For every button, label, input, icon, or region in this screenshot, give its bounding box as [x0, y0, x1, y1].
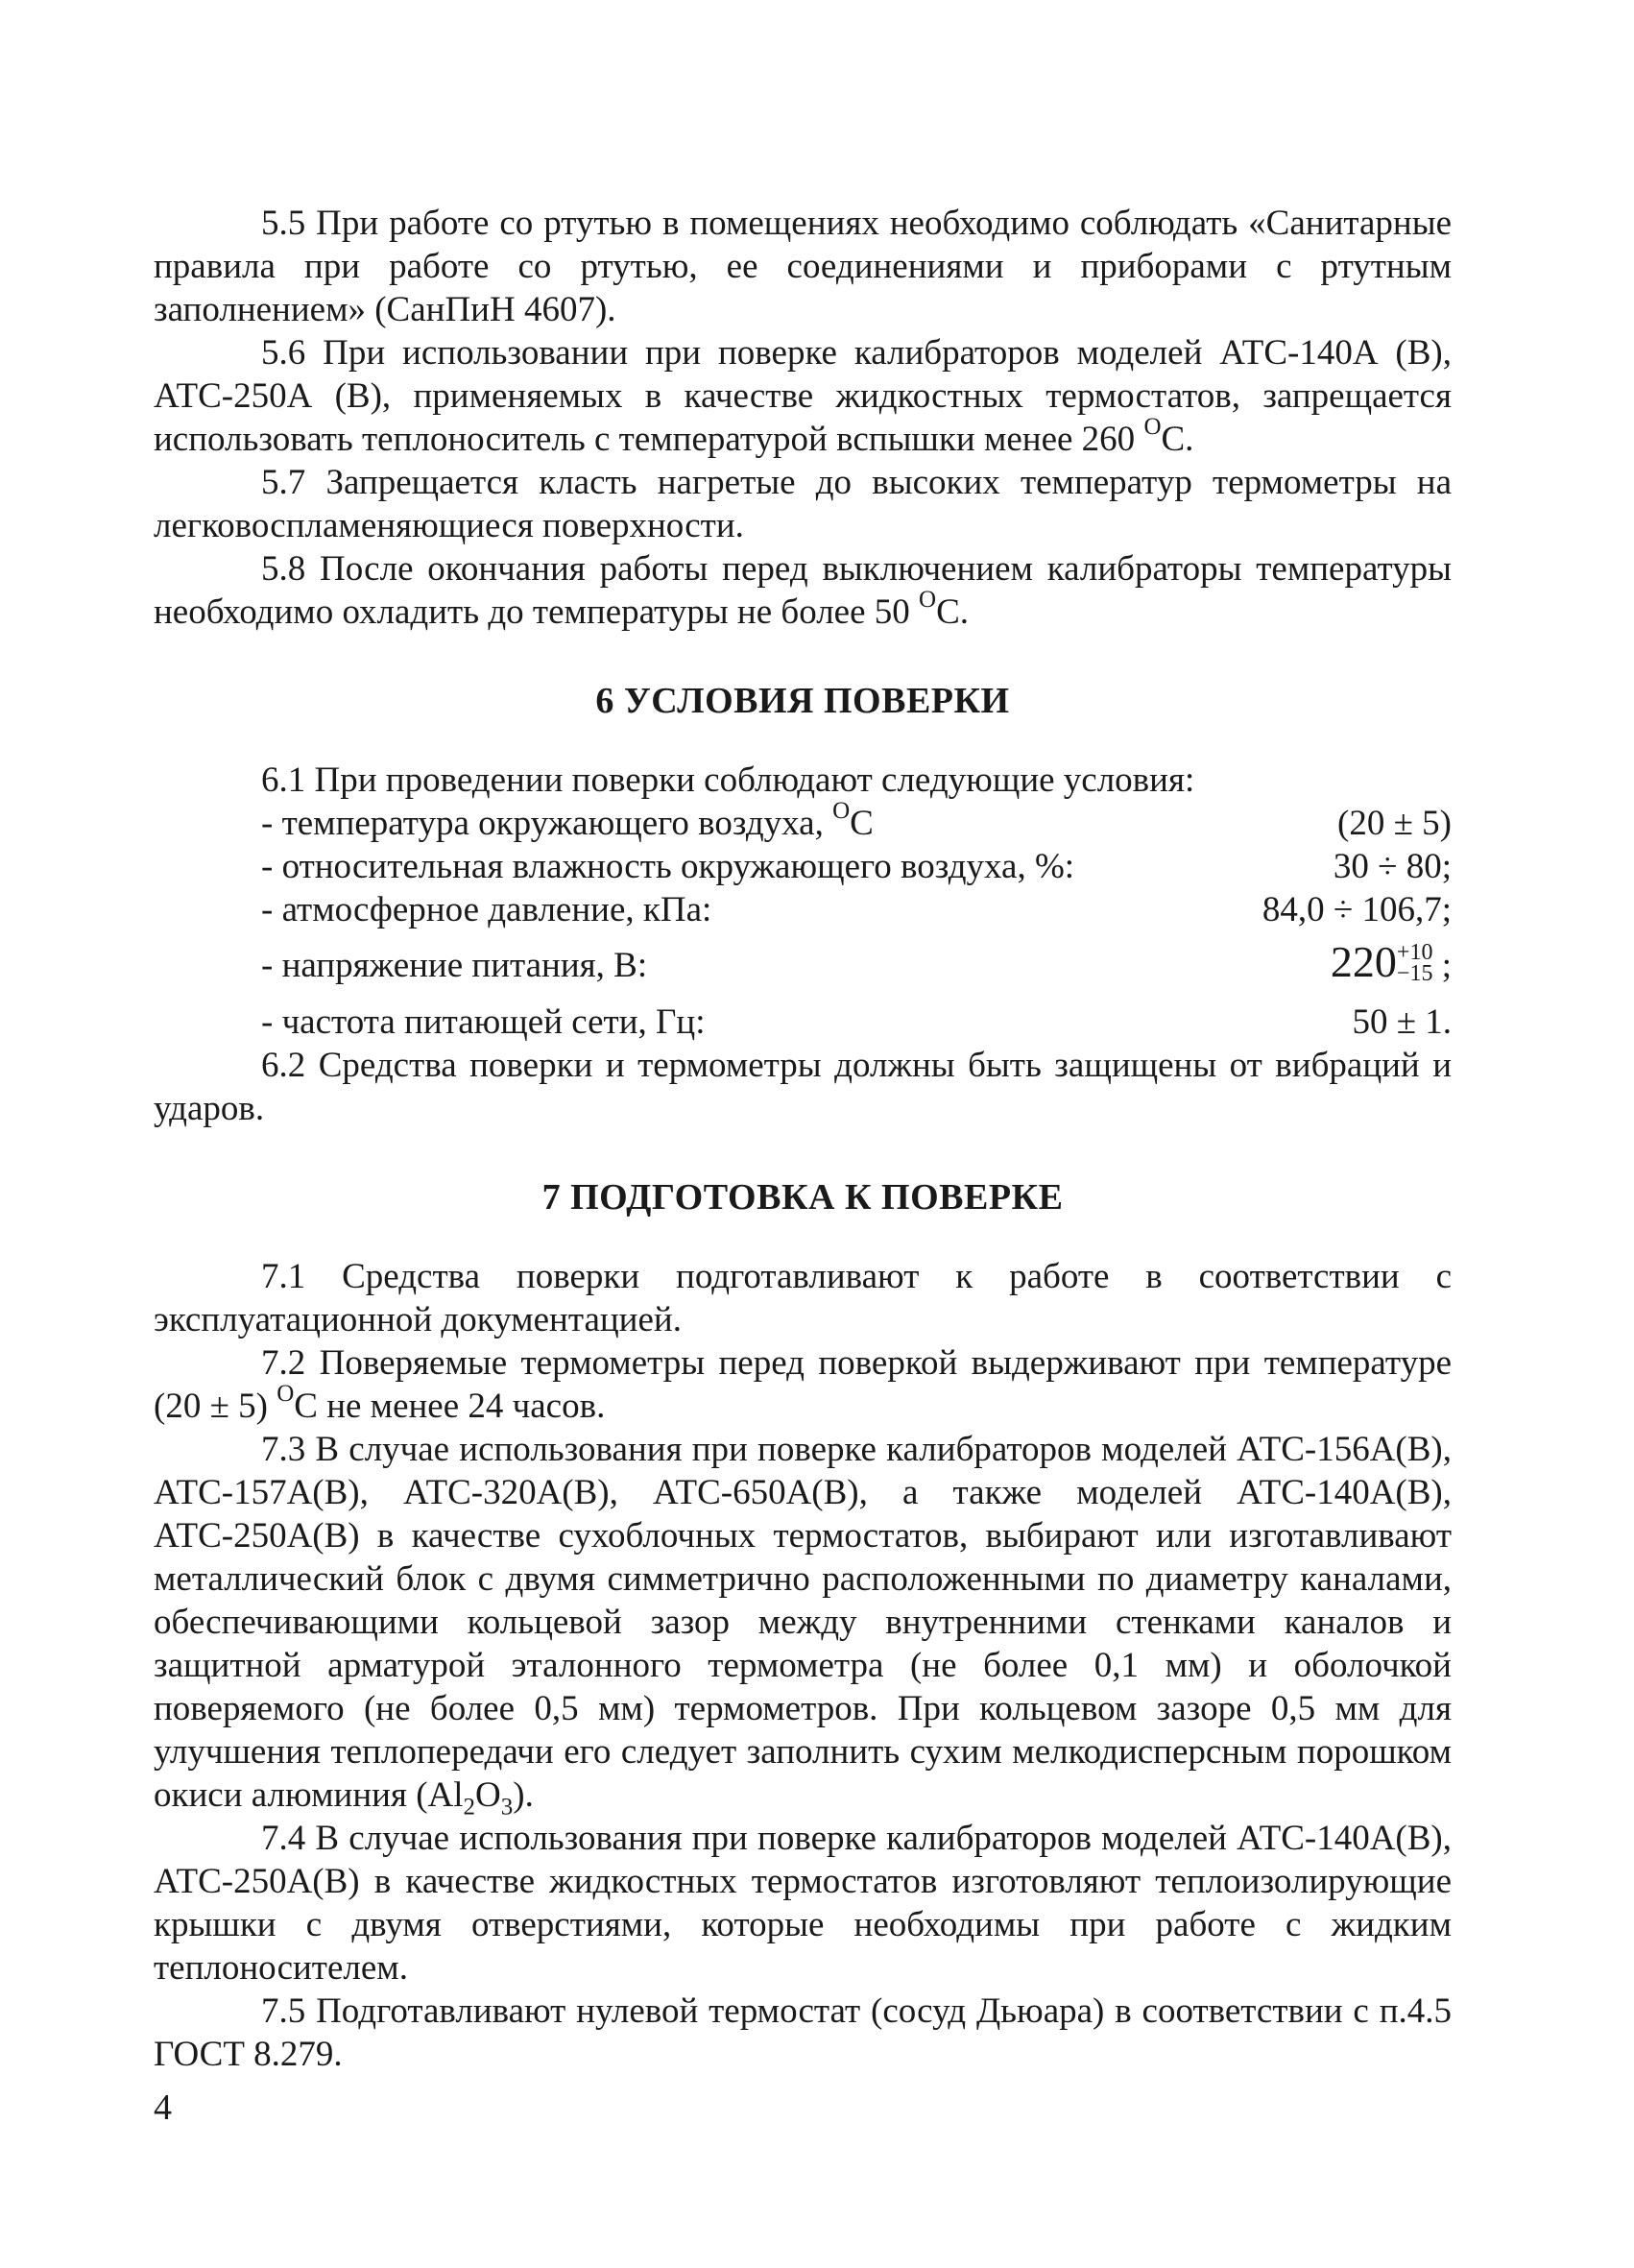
- paragraph-5-5: [154, 202, 1452, 331]
- page-number: 4: [154, 2087, 172, 2128]
- section-6-heading: 6 УСЛОВИЯ ПОВЕРКИ: [595, 681, 1010, 721]
- paragraph-5-8-end: С.: [936, 592, 970, 632]
- voltage-nominal: 220: [1330, 937, 1397, 986]
- formula-part: O: [475, 1775, 501, 1815]
- condition-pressure: [154, 888, 1452, 931]
- paragraph-6-2-text: 6.2 Средства поверки и термометры должны быть защищены от вибраций и ударов.: [154, 1046, 1452, 1128]
- paragraph-7-3: [154, 1428, 1452, 1821]
- subscript: 2: [463, 1794, 476, 1821]
- paragraph-5-8-text: 5.8 После окончания работы перед выключением калибраторы температуры необходимо охладить до температуры не более 50: [154, 549, 1452, 632]
- section-7-heading: 7 ПОДГОТОВКА К ПОВЕРКЕ: [541, 1177, 1064, 1218]
- condition-label: - частота питающей сети, Гц:: [261, 1002, 706, 1042]
- paragraph-7-1: [154, 1255, 1452, 1341]
- paragraph-5-7: [154, 461, 1452, 547]
- tolerance-lower: −15: [1396, 960, 1433, 986]
- degree-mark: O: [1143, 413, 1162, 440]
- paragraph-6-1: [154, 759, 1452, 802]
- tolerance-upper: +10: [1396, 939, 1433, 965]
- condition-label-unit: С: [850, 804, 874, 843]
- degree-mark: O: [276, 1380, 295, 1407]
- paragraph-7-1-text: 7.1 Средства поверки подготавливают к работе в соответствии с эксплуатационной документацией.: [154, 1257, 1452, 1339]
- paragraph-7-3-end: ).: [513, 1775, 534, 1815]
- paragraph-7-5: [154, 1990, 1452, 2076]
- paragraph-5-6: [154, 331, 1452, 461]
- condition-label: - атмосферное давление, кПа:: [261, 890, 712, 929]
- paragraph-6-1-text: 6.1 При проведении поверки соблюдают следующие условия:: [261, 760, 1195, 800]
- condition-label: - напряжение питания, В:: [261, 946, 648, 985]
- paragraph-5-7-text: 5.7 Запрещается класть нагретые до высоких температур термометры на легковоспламеняющиеся поверхности.: [154, 463, 1452, 545]
- document-page: [154, 202, 1452, 2076]
- paragraph-5-6-end: С.: [1161, 420, 1194, 459]
- paragraph-7-2: [154, 1341, 1452, 1428]
- paragraph-5-6-text: 5.6 При использовании при поверке калибраторов моделей АТС-140А (В), АТС-250А (В), применяемых в качестве жидкостных термостатов, запрещается использовать теплоноситель с температурой вспышки менее 260: [154, 333, 1452, 459]
- paragraph-7-3-text: 7.3 В случае использования при поверке калибраторов моделей АТС-156А(В), АТС-157А(В), АТС-320А(В), АТС-650А(В), а также моделей АТС-140А(В), АТС-250А(В) в качестве сухоблочных термостатов, выбирают или изготавливают металлический блок с двумя симметрично расположенными по диаметру каналами, обеспечивающими кольцевой зазор между внутренними стенками каналов и защитной арматурой эталонного термометра (не более 0,1 мм) и оболочкой поверяемого (не более 0,5 мм) термометров. При кольцевом зазоре 0,5 мм для улучшения теплопередачи его следует заполнить сухим мелкодисперсным порошком окиси алюминия (Al: [154, 1430, 1452, 1815]
- paragraph-7-4: [154, 1817, 1452, 1990]
- condition-label: - относительная влажность окружающего воздуха, %:: [261, 847, 1075, 886]
- paragraph-6-2: [154, 1044, 1452, 1130]
- paragraph-5-8: [154, 547, 1452, 634]
- condition-temperature: [154, 797, 1452, 845]
- paragraph-7-2-end: С не менее 24 часов.: [294, 1387, 606, 1426]
- voltage-tolerance: [1396, 939, 1433, 986]
- paragraph-5-5-text: 5.5 При работе со ртутью в помещениях необходимо соблюдать «Санитарные правила при работе со ртутью, ее соединениями и приборами с ртутным заполнением» (СанПиН 4607).: [154, 204, 1452, 329]
- condition-label: [154, 797, 874, 845]
- condition-value: 50 ± 1.: [1352, 1002, 1452, 1042]
- condition-voltage: [154, 937, 1452, 991]
- condition-humidity: [154, 845, 1452, 888]
- paragraph-7-5-text: 7.5 Подготавливают нулевой термостат (сосуд Дьюара) в соответствии с п.4.5 ГОСТ 8.279.: [154, 1991, 1452, 2074]
- condition-value: [1331, 937, 1452, 991]
- paragraph-7-2-text: 7.2 Поверяемые термометры перед поверкой выдерживают при температуре (20 ± 5): [154, 1343, 1452, 1426]
- condition-value: (20 ± 5): [1337, 804, 1452, 843]
- degree-mark: O: [832, 797, 851, 824]
- degree-mark: O: [919, 586, 937, 613]
- condition-value: 84,0 ÷ 106,7;: [1262, 890, 1452, 929]
- subscript: 3: [500, 1794, 514, 1821]
- condition-label-text: - температура окружающего воздуха,: [261, 804, 833, 843]
- condition-value: 30 ÷ 80;: [1333, 847, 1452, 886]
- condition-frequency: [154, 1001, 1452, 1044]
- paragraph-7-4-text: 7.4 В случае использования при поверке калибраторов моделей АТС-140А(В), АТС-250А(В) в качестве жидкостных термостатов изготовляют теплоизолирующие крышки с двумя отверстиями, которые необходимы при работе с жидким теплоносителем.: [154, 1819, 1452, 1988]
- voltage-end: ;: [1432, 946, 1452, 985]
